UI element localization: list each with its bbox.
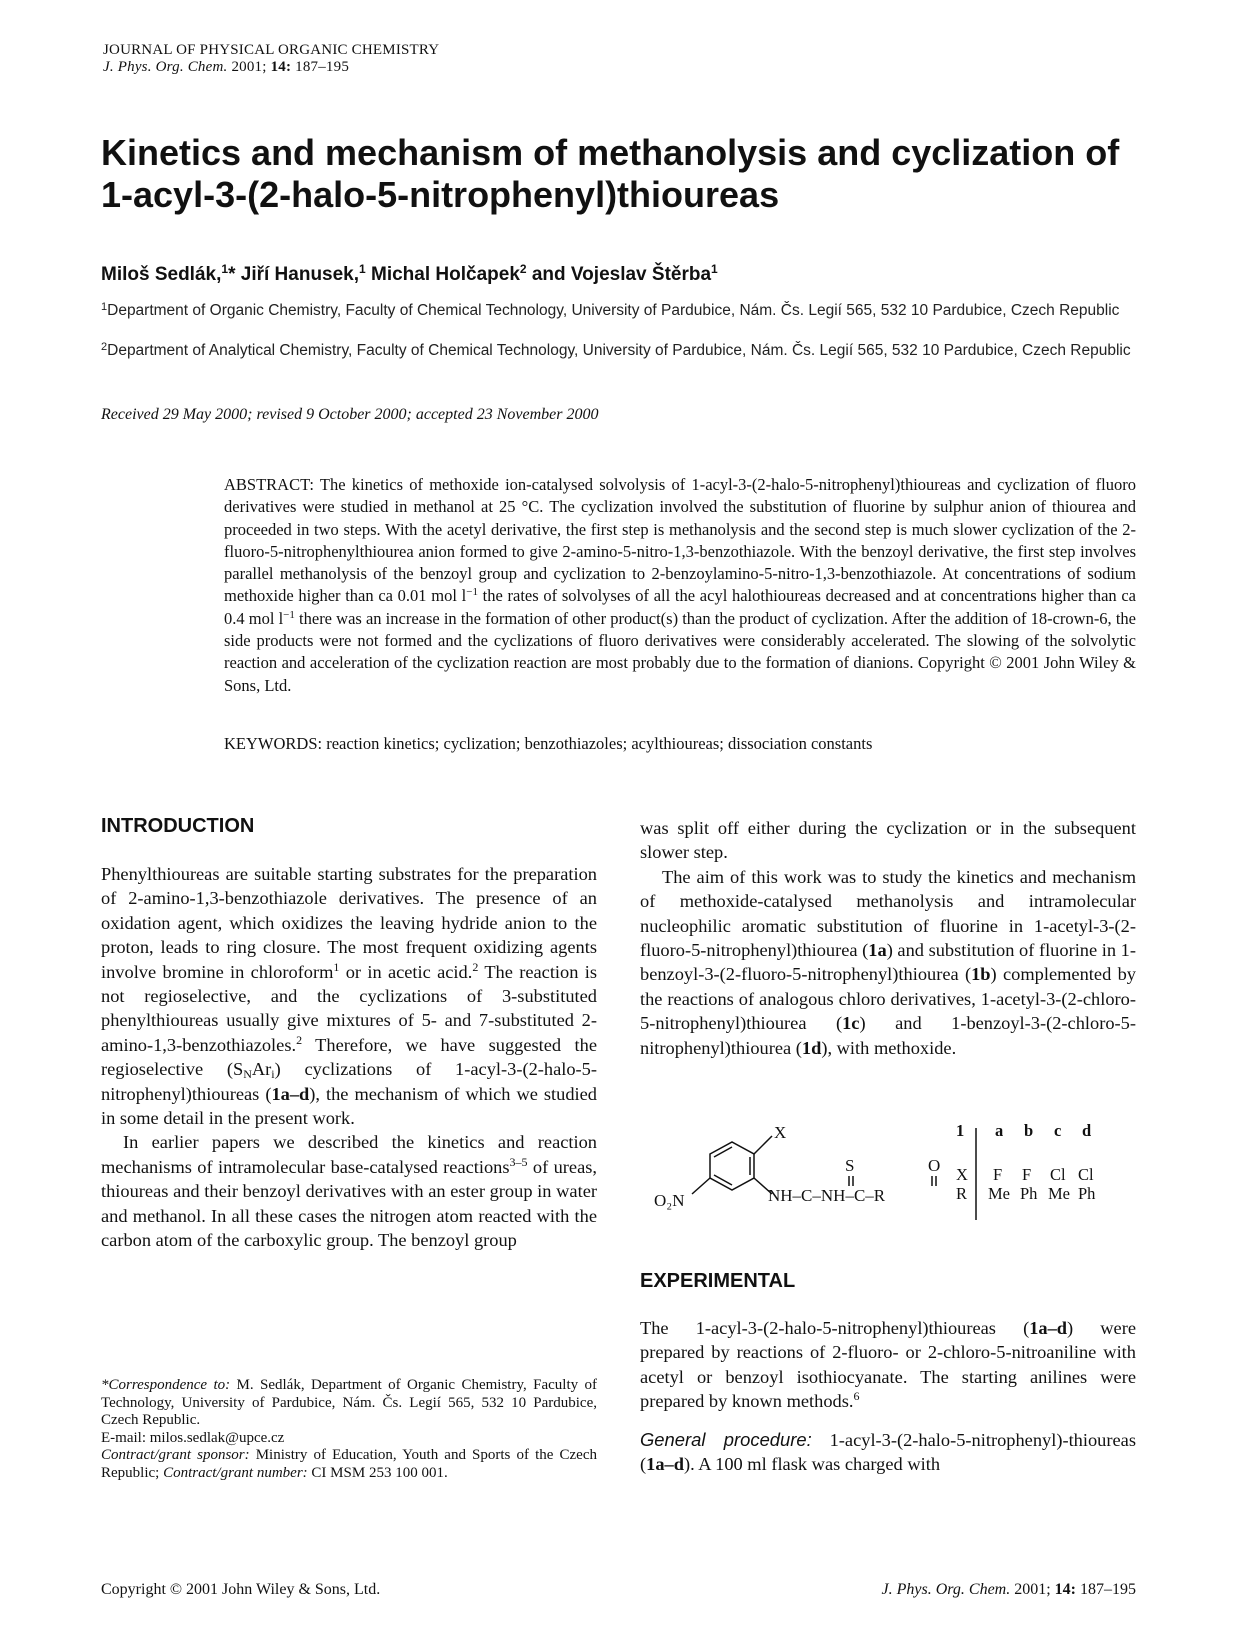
table-cell: Ph xyxy=(1078,1184,1096,1203)
received-dates: Received 29 May 2000; revised 9 October 2000; accepted 23 November 2000 xyxy=(101,406,599,423)
general-procedure-paragraph: General procedure: 1-acyl-3-(2-halo-5-nitrophenyl)-thioureas (1a–d). A 100 ml flask was charged with xyxy=(640,1428,1136,1475)
experimental-heading: EXPERIMENTAL xyxy=(640,1270,796,1292)
oxygen-label: O xyxy=(928,1156,941,1175)
experimental-section xyxy=(640,1316,1136,1476)
table-header-a: a xyxy=(995,1122,1004,1140)
running-header xyxy=(103,42,439,76)
table-header-compound: 1 xyxy=(956,1122,965,1140)
sulfur-label: S xyxy=(845,1156,855,1175)
affiliation-2: $^2$Department of Analytical Chemistry, Faculty of Chemical Technology, University of Pardubice, Nám. Čs. Legií 565, 532 10 Pardubice, Czech Republic xyxy=(101,341,1131,359)
experimental-paragraph-1: The 1-acyl-3-(2-halo-5-nitrophenyl)thioureas (1a–d) were prepared by reactions of 2-fluoro- or 2-chloro-5-nitroaniline with acetyl or benzoyl isothiocyanate. The starting anilines were prepared by known methods.$^6$ xyxy=(640,1318,1136,1412)
email-line: E-mail: milos.sedlak@upce.cz xyxy=(101,1429,285,1446)
table-cell: Cl xyxy=(1078,1165,1094,1184)
page-citation-footer: J. Phys. Org. Chem. 2001; 14: 187–195 xyxy=(881,1581,1136,1598)
intro-paragraph-1: Phenylthioureas are suitable starting substrates for the preparation of 2-amino-1,3-benzothiazole derivatives. The presence of an oxidation agent, which oxidizes the leaving hydride anion to the proton, leads to ring closure. The most frequent oxidizing agents involve bromine in chloroform$^1$ or in acetic acid.$^2$ The reaction is not regioselective, and the cyclizations of 3-substituted phenylthioureas usually give mixtures of 5- and 7-substituted 2-amino-1,3-benzothiazoles.$^2$ Therefore, we have suggested the regioselective $(S_NAr_i)$ cyclizations of 1-acyl-3-(2-halo-5-nitrophenyl)thioureas (1a–d), the mechanism of which we studied in some detail in the present work. xyxy=(101,864,598,1129)
table-cell: Cl xyxy=(1050,1165,1066,1184)
thiourea-chain-label: NH–C–NH–C–R xyxy=(768,1186,886,1205)
intro-paragraph-2: In earlier papers we described the kinetics and reaction mechanisms of intramolecular base-catalysed reactions$^{3-5}$ of ureas, thioureas and their benzoyl derivatives with an ester group in water and methanol. In all these cases the nitrogen atom reacted with the carbon atom of the carboxylic group. The benzoyl group xyxy=(101,1132,597,1251)
copyright-footer: Copyright © 2001 John Wiley & Sons, Ltd. xyxy=(101,1581,381,1598)
keywords: KEYWORDS: reaction kinetics; cyclization; benzothiazoles; acylthioureas; dissociation constants xyxy=(224,734,873,753)
affiliation-1: $^1$Department of Organic Chemistry, Faculty of Chemical Technology, University of Pardubice, Nám. Čs. Legií 565, 532 10 Pardubice, Czech Republic xyxy=(101,301,1120,319)
thiourea-structure-scheme xyxy=(648,1122,1144,1232)
abstract: ABSTRACT: The kinetics of methoxide ion-catalysed solvolysis of 1-acyl-3-(2-halo-5-nitrophenyl)thioureas and cyclization of fluoro derivatives were studied in methanol at 25 °C. The cyclization involved the substitution of fluorine by sulphur anion of thiourea and proceeded in two steps. With the acetyl derivative, the first step is methanolysis and the second step is much slower cyclization of the 2-fluoro-5-nitrophenylthiourea anion formed to give 2-amino-5-nitro-1,3-benzothiazole. With the benzoyl derivative, the first step involves parallel methanolysis of the benzoyl group and cyclization to 2-benzoylamino-5-nitro-1,3-benzothiazole. At concentrations of sodium methoxide higher than ca 0.01 mol $l^{-1}$ the rates of solvolyses of all the acyl halothioureas decreased and at concentrations higher than ca 0.4 mol $l^{-1}$ there was an increase in the formation of other product(s) than the product of cyclization. After the addition of 18-crown-6, the side products were not formed and the cyclizations of fluoro derivatives were considerably accelerated. The slowing of the solvolytic reaction and acceleration of the cyclization reaction are most probably due to the formation of dianions. Copyright © 2001 John Wiley & Sons, Ltd. xyxy=(224,475,1137,695)
table-row-x-label: X xyxy=(956,1165,968,1184)
table-cell: F xyxy=(1022,1165,1032,1184)
author-list: Miloš Sedlák,$^1$* Jiří Hanusek,$^1$ Michal Holčapek$^2$ and Vojeslav Štěrba$^1$ xyxy=(101,262,718,285)
article-title: Kinetics and mechanism of methanolysis and cyclization of 1-acyl-3-(2-halo-5-nitrophenyl)thioureas xyxy=(101,132,1120,215)
table-row-r-label: R xyxy=(956,1184,968,1203)
journal-name: JOURNAL OF PHYSICAL ORGANIC CHEMISTRY xyxy=(103,42,440,58)
correspondence-footnote: *Correspondence to: M. Sedlák, Department of Organic Chemistry, Faculty of Technology, University of Pardubice, Nám. Čs. Legií 565, 532 10 Pardubice, Czech Republic. E-mail: milos.sedlak@upce.cz Contract/grant sponsor: Ministry of Education, Youth and Sports of the Czech Republic; Contract/grant number: CI MSM 253 100 001. xyxy=(101,1377,597,1481)
intro-continuation: was split off either during the cyclization or in the subsequent slower step. xyxy=(640,818,1136,863)
x-substituent-label: X xyxy=(774,1123,787,1142)
table-cell: Ph xyxy=(1020,1184,1038,1203)
introduction-left-column xyxy=(101,862,597,1253)
table-cell: Me xyxy=(988,1184,1010,1203)
introduction-right-column xyxy=(640,816,1136,1060)
intro-paragraph-3: The aim of this work was to study the kinetics and mechanism of methoxide-catalysed methanolysis and intramolecular nucleophilic aromatic substitution of fluorine in 1-acetyl-3-(2-fluoro-5-nitrophenyl)thiourea (1a) and substitution of fluorine in 1-benzoyl-3-(2-fluoro-5-nitrophenyl)thiourea (1b) complemented by the reactions of analogous chloro derivatives, 1-acetyl-3-(2-chloro-5-nitrophenyl)thiourea (1c) and 1-benzoyl-3-(2-chloro-5-nitrophenyl)thiourea (1d), with methoxide. xyxy=(640,866,1137,1058)
table-header-c: c xyxy=(1054,1122,1062,1140)
table-header-b: b xyxy=(1024,1122,1034,1140)
substituent-table xyxy=(956,1122,1096,1203)
table-header-d: d xyxy=(1082,1122,1092,1140)
introduction-heading: INTRODUCTION xyxy=(101,815,255,837)
table-cell: Me xyxy=(1048,1184,1070,1203)
journal-citation: J. Phys. Org. Chem. 2001; 14: 187–195 xyxy=(103,59,350,75)
table-cell: F xyxy=(993,1165,1003,1184)
nitro-group-label: O₂N xyxy=(654,1191,685,1210)
